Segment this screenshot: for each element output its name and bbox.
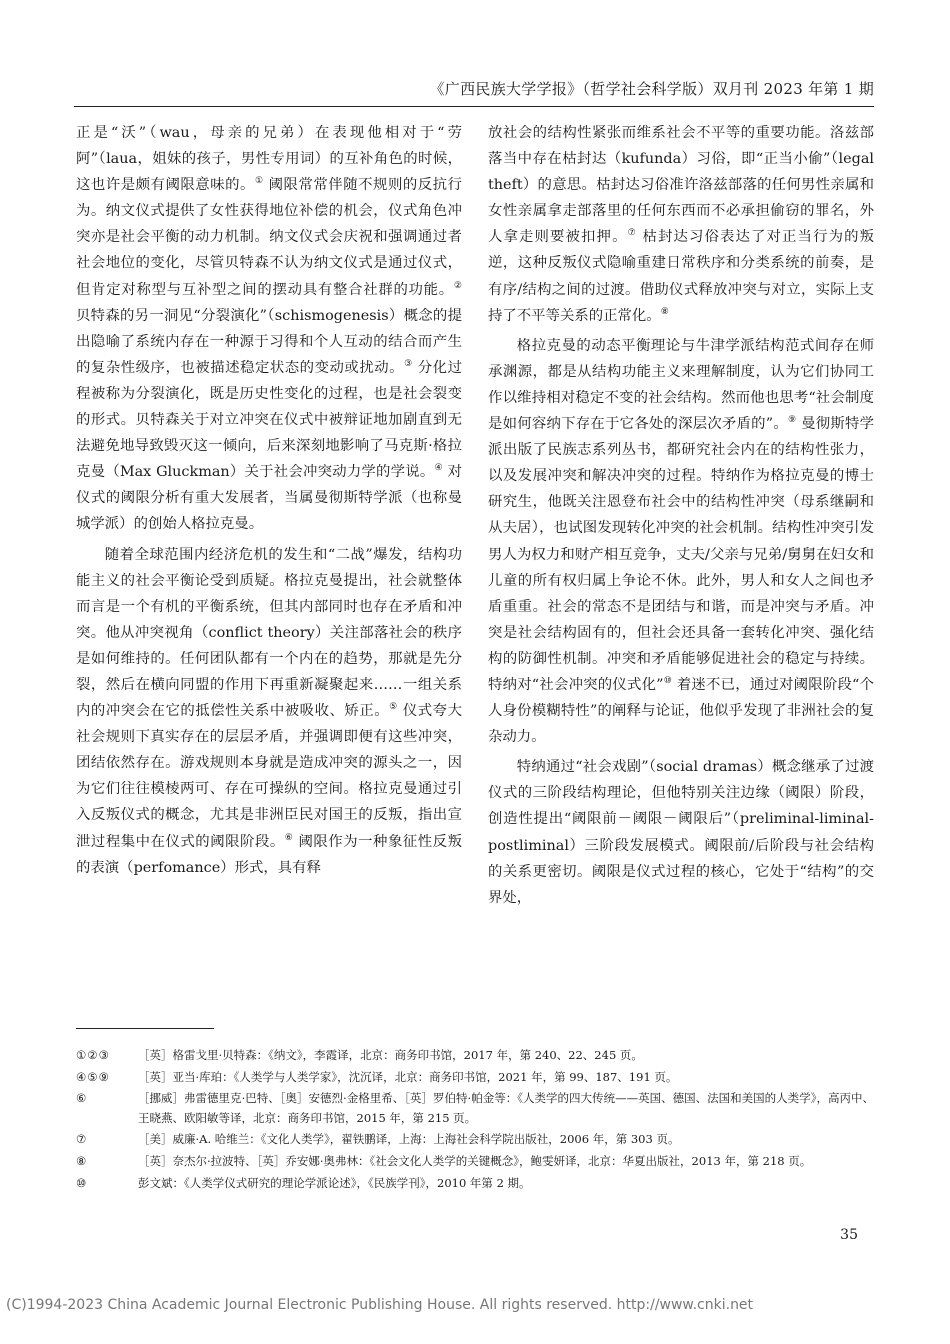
paragraph	[76, 120, 462, 538]
footnote-ref[interactable]: ③	[404, 359, 413, 370]
text-run: 放社会的结构性紧张而维系社会不平等的重要功能。洛兹部落当中存在枯封达（kufunda）习俗，即“正当小偷”（legal theft）的意思。枯封达习俗准许洛兹部落的任何男性亲属和女性亲属拿走部落里的任何东西而不必承担偷窃的罪名，外人拿走则要被扣押。	[488, 125, 874, 246]
footnote-mark: ④⑤⑨	[76, 1069, 110, 1084]
paragraph	[488, 754, 874, 911]
text-run: 分化过程被称为分裂演化，既是历史性变化的过程，也是社会裂变的形式。贝特森关于对立冲突在仪式中被辩证地加剧直到无法避免地导致毁灭这一倾向，后来深刻地影响了马克斯·格拉克曼（Max Gluckman）关于社会冲突动力学的学说。	[76, 359, 462, 481]
text-run: 对仪式的阈限分析有重大发展者，当属曼彻斯特学派（也称曼城学派）的创始人格拉克曼。	[76, 464, 462, 533]
footnotes	[76, 1046, 874, 1195]
footnote-mark: ⑧	[76, 1154, 88, 1169]
footnote-mark: ⑩	[76, 1175, 88, 1190]
text-run: 阈限作为一种象征性反叛的表演（perfomance）形式，具有释	[76, 833, 462, 876]
header-rule	[74, 106, 874, 107]
text-run: 阈限常常伴随不规则的反抗行为。纳文仪式提供了女性获得地位补偿的机会，仪式角色冲突亦是社会平衡的动力机制。纳文仪式会庆祝和强调通过者社会地位的变化，尽管贝特森不认为纳文仪式是通过仪式，但肯定对称型与互补型之间的摆动具有整合社群的功能。	[76, 177, 462, 298]
text-run: 正是“沃”（wau，母亲的兄弟）在表现他相对于“劳阿”（laua，姐妹的孩子，男性专用词）的互补角色的时候，这也许是颇有阈限意味的。	[76, 125, 462, 194]
paragraph	[488, 333, 874, 751]
footnote	[76, 1174, 874, 1193]
paragraph	[76, 542, 462, 881]
footnote-rule	[76, 1028, 214, 1029]
footnote-text: ［挪威］弗雷德里克·巴特、［奥］安德烈·金格里希、［英］罗伯特·帕金等：《人类学的四大传统——英国、德国、法国和美国的人类学》，高丙中、王晓燕、欧阳敏等译，北京：商务印书馆，2015 年，第 215 页。	[138, 1091, 874, 1125]
footnote-ref[interactable]: ⑥	[284, 832, 294, 843]
text-run: 着迷不已，通过对阈限阶段“个人身份模糊特性”的阐释与论证，他似乎发现了非洲社会的复杂动力。	[488, 676, 875, 746]
text-run: 曼彻斯特学派出版了民族志系列丛书，都研究社会内在的结构性张力，以及发展冲突和解决冲突的过程。特纳作为格拉克曼的博士研究生，他既关注恩登布社会中的结构性冲突（母系继嗣和从夫居），也试图发现转化冲突的社会机制。结构性冲突引发男人为权力和财产相互竞争，丈夫/父亲与兄弟/舅舅在妇女和儿童的所有权归属上争论不休。此外，男人和女人之间也矛盾重重。社会的常态不是团结与和谐，而是冲突与矛盾。冲突是社会结构固有的，但社会还具备一套转化冲突、强化结构的防御性机制。冲突和矛盾能够促进社会的稳定与持续。特纳对“社会冲突的仪式化”	[488, 416, 875, 693]
text-run: 枯封达习俗表达了对正当行为的叛逆，这种反叛仪式隐喻重建日常秩序和分类系统的前奏，是有序/结构之间的过渡。借助仪式释放冲突与对立，实际上支持了不平等关系的正常化。	[488, 229, 874, 324]
right-column	[488, 120, 874, 911]
footnote-ref[interactable]: ①	[254, 176, 264, 187]
footnote-ref[interactable]: ⑦	[627, 228, 637, 239]
text-run: 仪式夸大社会规则下真实存在的层层矛盾，并强调即便有这些冲突，团结依然存在。游戏规则本身就是造成冲突的源头之一，因为它们往往模棱两可、存在可操纵的空间。格拉克曼通过引入反叛仪式的概念，尤其是非洲臣民对国王的反叛，指出宣泄过程集中在仪式的阈限阶段。	[76, 703, 462, 850]
footnote-text: ［英］格雷戈里·贝特森：《纳文》，李霞译，北京：商务印书馆，2017 年，第 240、22、245 页。	[138, 1048, 643, 1062]
text-run: 特纳通过“社会戏剧”（social dramas）概念继承了过渡仪式的三阶段结构理论，但他特别关注边缘（阈限）阶段，创造性提出“阈限前－阈限－阈限后”（preliminal-liminal-postliminal）三阶段发展模式。阈限前/后阶段与社会结构的关系更密切。阈限是仪式过程的核心，它处于“结构”的交界处，	[488, 759, 874, 906]
paragraph	[488, 120, 874, 329]
text-run: 随着全球范围内经济危机的发生和“二战”爆发，结构功能主义的社会平衡论受到质疑。格拉克曼提出，社会就整体而言是一个有机的平衡系统，但其内部同时也存在矛盾和冲突。他从冲突视角（conflict theory）关注部落社会的秩序是如何维持的。任何团队都有一个内在的趋势，那就是先分裂，然后在横向同盟的作用下再重新凝聚起来……一组关系内的冲突会在它的抵偿性关系中被吸收、矫正。	[76, 546, 462, 720]
text-run: 贝特森的另一洞见“分裂演化”（schismogenesis）概念的提出隐喻了系统内存在一种源于习得和个人互动的结合而产生的复杂性级序，也被描述稳定状态的变动或扰动。	[76, 307, 462, 376]
footnote-text: ［英］奈杰尔·拉波特、［英］乔安娜·奥弗林：《社会文化人类学的关键概念》，鲍雯妍译，北京：华夏出版社，2013 年，第 218 页。	[138, 1154, 812, 1169]
left-column	[76, 120, 462, 881]
footnote	[76, 1152, 874, 1171]
footnote-mark: ⑦	[76, 1132, 88, 1147]
footnote	[76, 1046, 874, 1065]
footnote-mark: ①②③	[76, 1048, 110, 1062]
page-number: 35	[840, 1227, 858, 1243]
footnote-text: ［美］威廉·A. 哈维兰：《文化人类学》，翟铁鹏译，上海：上海社会科学院出版社，2006 年，第 303 页。	[138, 1132, 680, 1147]
footnote	[76, 1068, 874, 1087]
footnote-ref[interactable]: ⑨	[788, 415, 797, 426]
footnote-ref[interactable]: ⑩	[663, 676, 673, 687]
footnote-text: 彭文斌：《人类学仪式研究的理论学派论述》，《民族学刊》，2010 年第 2 期。	[138, 1175, 531, 1190]
footnote	[76, 1089, 874, 1127]
copyright-watermark: (C)1994-2023 China Academic Journal Electronic Publishing House. All rights reserved. http://www.cnki.net	[6, 1297, 754, 1313]
footnote-ref[interactable]: ②	[453, 280, 462, 291]
footnote-mark: ⑥	[76, 1091, 88, 1106]
running-header: 《广西民族大学学报》（哲学社会科学版）双月刊 2023 年第 1 期	[429, 80, 874, 98]
text-run: 格拉克曼的动态平衡理论与牛津学派结构范式间存在师承渊源，都是从结构功能主义来理解制度，认为它们协同工作以维持相对稳定不变的社会结构。然而他也思考“社会制度是如何容纳下存在于它各处的深层次矛盾的”。	[488, 337, 874, 433]
footnote-ref[interactable]: ⑧	[660, 306, 669, 317]
footnote	[76, 1130, 874, 1149]
footnote-ref[interactable]: ⑤	[389, 702, 398, 713]
footnote-text: ［英］亚当·库珀：《人类学与人类学家》，沈沉译，北京：商务印书馆，2021 年，第 99、187、191 页。	[138, 1069, 678, 1084]
footnote-ref[interactable]: ④	[434, 463, 443, 474]
